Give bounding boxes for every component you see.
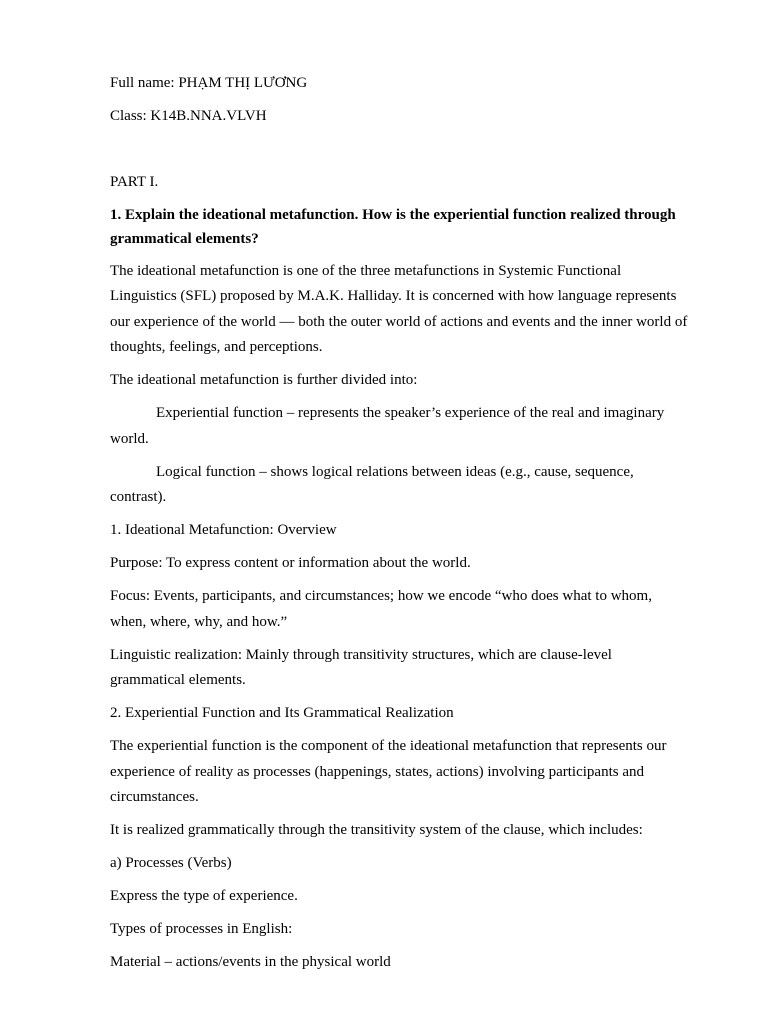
paragraph-purpose: Purpose: To express content or information about the world.: [110, 555, 471, 571]
list-item-experiential: Experiential function – represents the speaker’s experience of the real and imaginary world.: [110, 405, 665, 447]
paragraph-express: Express the type of experience.: [110, 888, 298, 904]
paragraph-material: Material – actions/events in the physical world: [110, 954, 391, 970]
class-line: Class: K14B.NNA.VLVH: [110, 108, 267, 124]
question-heading: 1. Explain the ideational metafunction. How is the experiential function realized through grammatical elements?: [110, 207, 676, 247]
paragraph-transitivity: It is realized grammatically through the transitivity system of the clause, which includes:: [110, 822, 643, 838]
part-title: PART I.: [110, 174, 159, 190]
subheading-processes: a) Processes (Verbs): [110, 855, 232, 871]
section-heading-overview: 1. Ideational Metafunction: Overview: [110, 522, 337, 538]
paragraph-focus: Focus: Events, participants, and circumstances; how we encode “who does what to whom, when, where, why, and how.”: [110, 588, 652, 630]
full-name-line: Full name: PHẠM THỊ LƯƠNG: [110, 75, 308, 91]
paragraph-types: Types of processes in English:: [110, 921, 293, 937]
paragraph-realization: Linguistic realization: Mainly through transitivity structures, which are clause-level grammatical elements.: [110, 646, 612, 688]
blank-line: [110, 137, 690, 170]
paragraph-intro: The ideational metafunction is one of the three metafunctions in Systemic Functional Linguistics (SFL) proposed by M.A.K. Halliday. It is concerned with how language represents our experience of the world — both the outer world of actions and events and the inner world of thoughts, feelings, and perceptions.: [110, 262, 688, 355]
list-item-logical: Logical function – shows logical relations between ideas (e.g., cause, sequence, contrast).: [110, 463, 634, 505]
section-heading-experiential: 2. Experiential Function and Its Grammatical Realization: [110, 705, 454, 721]
document-body: [110, 71, 690, 983]
paragraph-divided: The ideational metafunction is further divided into:: [110, 372, 418, 388]
paragraph-experiential: The experiential function is the component of the ideational metafunction that represents our experience of reality as processes (happenings, states, actions) involving participants and circumstances.: [110, 738, 667, 805]
